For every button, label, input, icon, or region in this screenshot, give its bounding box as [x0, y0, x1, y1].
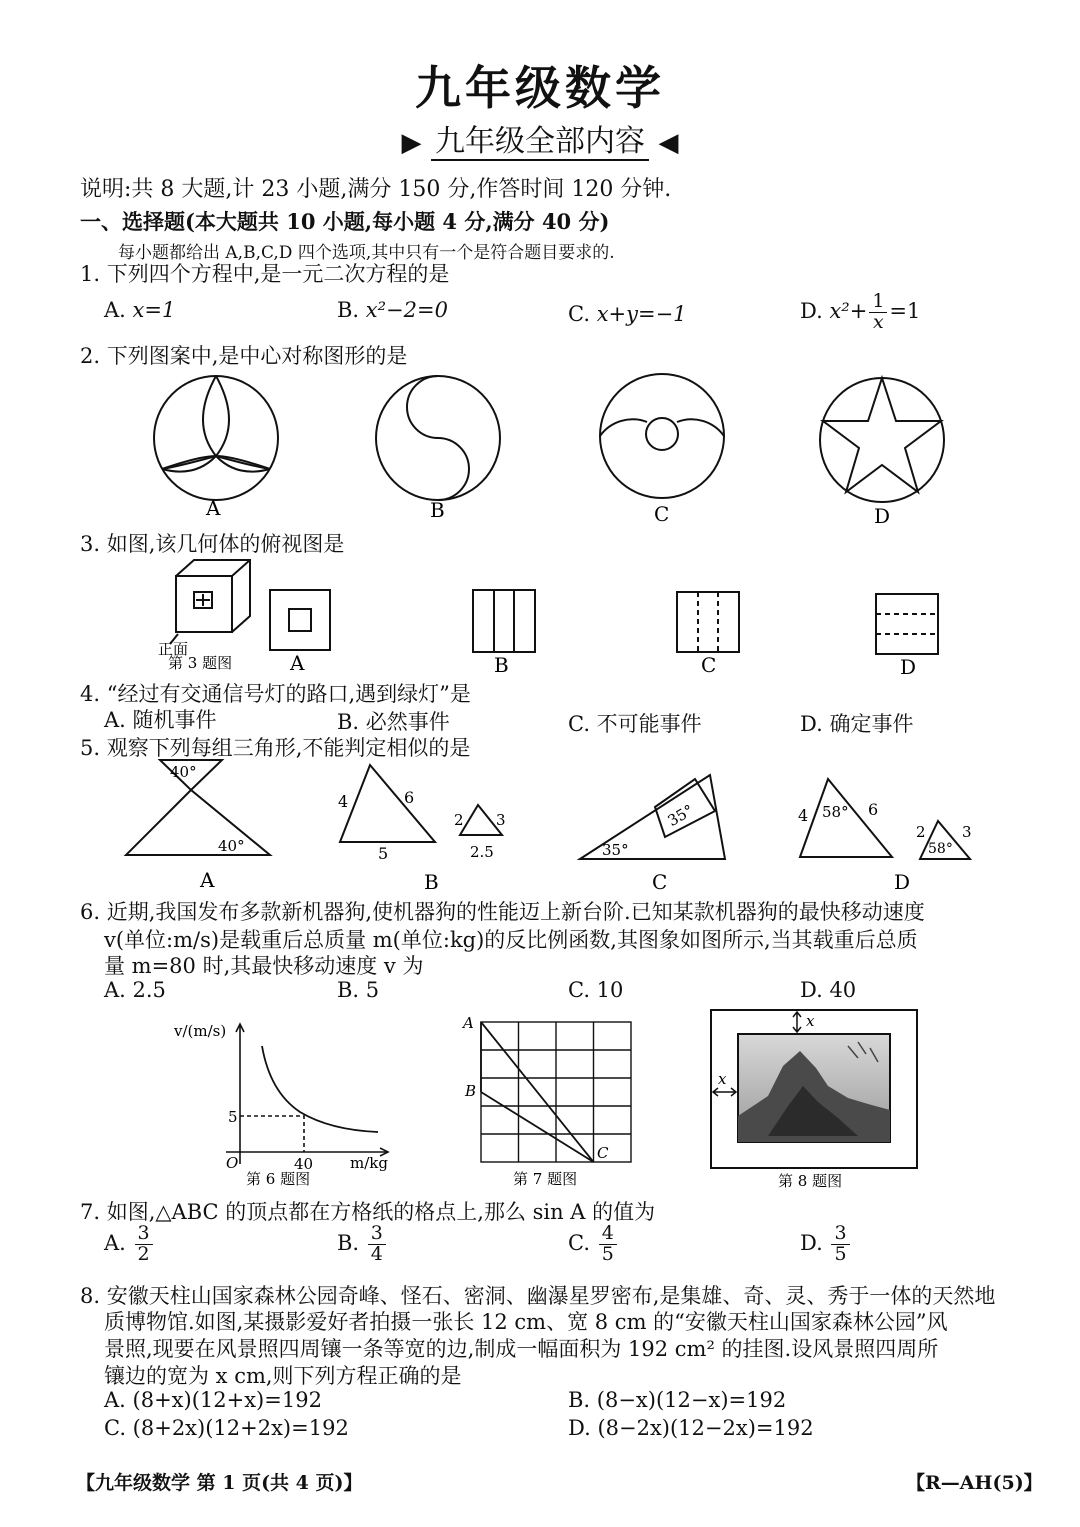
q8-option-a: A. (8+x)(12+x)=192 [104, 1388, 322, 1412]
q5-label-b: B [424, 870, 439, 894]
q4-stem: 4. “经过有交通信号灯的路口,遇到绿灯”是 [80, 682, 471, 706]
q3-caption: 第 3 题图 [168, 654, 233, 672]
fig6-y-tick: 5 [228, 1108, 238, 1126]
q4-option-b: B. 必然事件 [337, 710, 450, 734]
section1-note: 每小题都给出 A,B,C,D 四个选项,其中只有一个是符合题目要求的. [118, 243, 615, 263]
q7-option-d: D. $\frac{3}{5}$ [800, 1224, 852, 1265]
q2-figure-a [154, 376, 278, 500]
q8-option-c: C. (8+2x)(12+2x)=192 [104, 1416, 349, 1440]
q6-option-c: C. 10 [568, 978, 624, 1002]
q2-figures [140, 368, 1020, 526]
q2-label-c: C [654, 502, 670, 526]
q5-d-side-1: 4 [798, 806, 809, 825]
q3-label-d: D [900, 655, 917, 679]
q7-stem: 7. 如图,△ABC 的顶点都在方格纸的格点上,那么 sin A 的值为 [80, 1200, 656, 1224]
fig6-origin: O [226, 1154, 239, 1172]
q5-b-small-side-3: 2.5 [470, 843, 494, 861]
fig7-grid-lines [481, 1022, 631, 1162]
q8-stem-line1: 8. 安徽天柱山国家森林公园奇峰、怪石、密洞、幽瀑星罗密布,是集雄、奇、灵、秀于一体的天然地 [80, 1284, 996, 1308]
q5-b-small-side-2: 3 [496, 811, 506, 829]
q5-c-angle-small: 35° [664, 801, 697, 830]
fig6-x-label: m/kg [350, 1154, 388, 1172]
q1-option-a: A. x=1 [104, 298, 176, 322]
q5-c-angle-big: 35° [602, 841, 629, 859]
q2-label-a: A [206, 496, 221, 520]
fig6-curve [262, 1046, 378, 1132]
q3-option-d-figure [876, 594, 938, 654]
q7-option-c: C. $\frac{4}{5}$ [568, 1224, 619, 1265]
q6-stem-line3: 量 m=80 时,其最快移动速度 v 为 [104, 954, 424, 978]
fig7-point-c: C [597, 1144, 609, 1162]
q3-cube [170, 560, 250, 644]
q4-option-c: C. 不可能事件 [568, 712, 702, 736]
fig8-left-arrow [713, 1088, 736, 1096]
q6-stem-line2: v(单位:m/s)是载重后总质量 m(单位:kg)的反比例函数,其图象如图所示,当其载重后总质 [104, 928, 918, 952]
page-subtitle [0, 116, 1080, 160]
q5-label-a: A [200, 868, 215, 892]
fig6-y-label: v/(m/s) [174, 1022, 227, 1040]
footer-page-info: 【九年级数学 第 1 页(共 4 页)】 [76, 1472, 363, 1494]
q8-stem-line2: 质博物馆.如图,某摄影爱好者拍摄一张长 12 cm、宽 8 cm 的“安徽天柱山国家森林公园”风 [104, 1310, 948, 1334]
q8-stem-line4: 镶边的宽为 x cm,则下列方程正确的是 [104, 1364, 462, 1388]
q8-option-d: D. (8−2x)(12−2x)=192 [568, 1416, 814, 1440]
q6-option-d: D. 40 [800, 978, 857, 1002]
q5-d-small-side-2: 3 [962, 823, 972, 841]
q2-figure-d [820, 378, 944, 502]
q5-d-angle-big: 58° [822, 803, 849, 821]
q1-option-b: B. x²−2=0 [337, 298, 448, 322]
fig6-guide-lines [240, 1116, 304, 1152]
fig7-grid [455, 1012, 645, 1190]
q3-stem: 3. 如图,该几何体的俯视图是 [80, 532, 345, 556]
q5-a-angle-top: 40° [170, 763, 197, 781]
fig8-caption: 第 8 题图 [778, 1172, 843, 1190]
fig6-graph [170, 1012, 410, 1190]
q4-option-a: A. 随机事件 [104, 708, 217, 732]
q4-option-d: D. 确定事件 [800, 712, 914, 736]
fig8-framed-photo [708, 1006, 920, 1194]
q8-stem-line3: 景照,现要在风景照四周镶一条等宽的边,制成一幅面积为 192 cm² 的挂图.设风景照四周所 [104, 1337, 939, 1361]
fig7-triangle [481, 1022, 594, 1162]
q7-option-a: A. $\frac{3}{2}$ [104, 1224, 155, 1265]
q6-option-b: B. 5 [337, 978, 380, 1002]
fig8-x-left: x [718, 1070, 727, 1088]
q5-stem: 5. 观察下列每组三角形,不能判定相似的是 [80, 736, 471, 760]
q1-option-d: D. x²+ $\frac{1}{x}$ =1 [800, 290, 921, 333]
q5-b-small-side-1: 2 [454, 811, 464, 829]
q8-option-b: B. (8−x)(12−x)=192 [568, 1388, 787, 1412]
subtitle-text: 九年级全部内容 [431, 124, 649, 161]
fig7-point-a: A [463, 1014, 474, 1032]
q2-label-d: D [874, 504, 891, 526]
section1-title: 一、选择题(本大题共 10 小题,每小题 4 分,满分 40 分) [80, 209, 610, 234]
q5-b-side-3: 5 [378, 844, 389, 863]
q3-figures [150, 556, 950, 682]
q1-stem: 1. 下列四个方程中,是一元二次方程的是 [80, 262, 450, 286]
q5-d-angle-small: 58° [928, 841, 953, 857]
fig8-photo [738, 1034, 890, 1142]
q5-figure-b [340, 765, 502, 842]
q1-d-fraction: $\frac{1}{x}$ [869, 292, 887, 333]
q3-label-c: C [701, 653, 717, 677]
q5-b-side-1: 4 [338, 792, 349, 811]
q5-figures [110, 755, 990, 897]
fig7-point-b: B [465, 1082, 477, 1100]
q3-label-b: B [494, 653, 509, 677]
fig6-caption: 第 6 题图 [246, 1170, 311, 1188]
q3-front-label: 正面 [158, 640, 189, 658]
page-title: 九年级数学 [415, 61, 665, 115]
fig8-x-top: x [806, 1012, 815, 1030]
q2-figure-b [376, 376, 500, 500]
q5-a-angle-bottom: 40° [218, 837, 245, 855]
q6-option-a: A. 2.5 [104, 978, 166, 1002]
q5-b-side-2: 6 [404, 788, 415, 807]
q3-option-a-figure [270, 590, 330, 650]
q3-option-c-figure [677, 592, 739, 652]
q6-stem-line1: 6. 近期,我国发布多款新机器狗,使机器狗的性能迈上新台阶.已知某款机器狗的最快移动速度 [80, 900, 925, 924]
q2-label-b: B [430, 498, 445, 522]
q3-option-b-figure [473, 590, 535, 652]
fig8-top-arrow [793, 1012, 801, 1032]
fig6-x-tick: 40 [294, 1155, 314, 1173]
q7-option-b: B. $\frac{3}{4}$ [337, 1224, 388, 1265]
left-triangle-icon: ◀ [658, 128, 679, 158]
q5-figure-a [126, 760, 270, 855]
right-triangle-icon: ▶ [401, 128, 422, 158]
q5-label-c: C [652, 870, 668, 894]
footer-code: 【R—AH(5)】 [906, 1472, 1043, 1494]
instructions: 说明:共 8 大题,计 23 小题,满分 150 分,作答时间 120 分钟. [80, 177, 672, 202]
fig7-caption: 第 7 题图 [513, 1170, 578, 1188]
q5-d-small-side-1: 2 [916, 823, 926, 841]
q3-label-a: A [290, 651, 305, 675]
q2-stem: 2. 下列图案中,是中心对称图形的是 [80, 344, 408, 368]
q1-option-c: C. x+y=−1 [568, 302, 687, 326]
q2-figure-c [600, 374, 724, 498]
q5-d-side-2: 6 [868, 800, 879, 819]
q5-label-d: D [894, 870, 911, 894]
